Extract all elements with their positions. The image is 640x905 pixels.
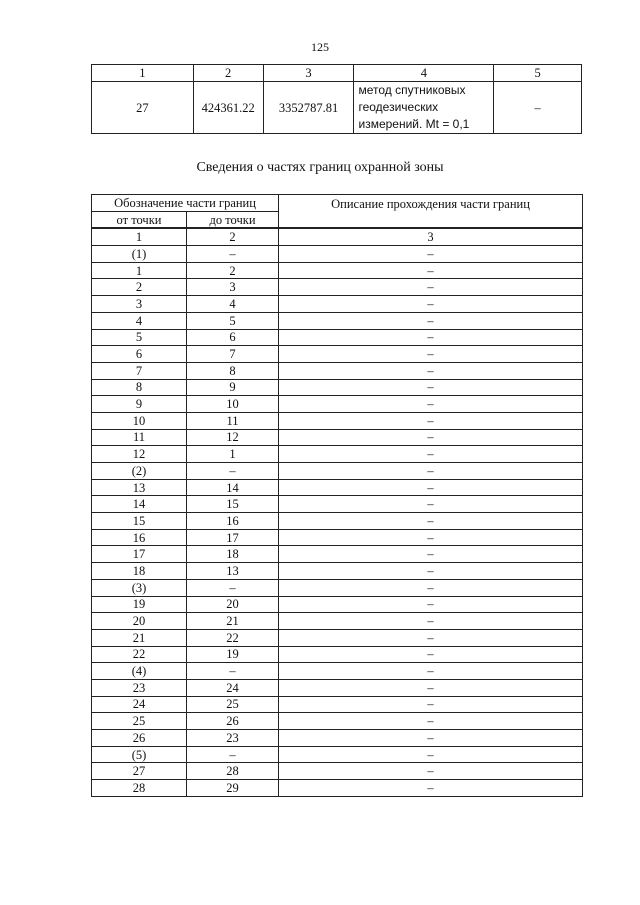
table-row	[92, 479, 583, 496]
coord-header-cell: 2	[193, 65, 263, 82]
coord-point-cell: 27	[92, 82, 194, 134]
description-cell: –	[279, 596, 583, 613]
from-point-cell: 24	[92, 696, 187, 713]
coord-header-cell: 3	[263, 65, 354, 82]
description-cell: –	[279, 312, 583, 329]
to-point-cell: –	[187, 746, 279, 763]
from-point-cell: 26	[92, 730, 187, 747]
to-point-cell: 7	[187, 346, 279, 363]
to-point-cell: 28	[187, 763, 279, 780]
description-cell: –	[279, 463, 583, 480]
header-from-point: от точки	[92, 211, 187, 228]
description-cell: –	[279, 730, 583, 747]
to-point-cell: 13	[187, 563, 279, 580]
page-number: 125	[311, 40, 329, 54]
table-row	[92, 696, 583, 713]
table-row	[92, 730, 583, 747]
to-point-cell: 5	[187, 312, 279, 329]
from-point-cell: 4	[92, 312, 187, 329]
coord-col5-cell: –	[494, 82, 582, 134]
table-row	[92, 496, 583, 513]
column-number: 2	[187, 228, 279, 245]
table-row	[92, 746, 583, 763]
description-cell: –	[279, 296, 583, 313]
to-point-cell: 21	[187, 613, 279, 630]
from-point-cell: 12	[92, 446, 187, 463]
from-point-cell: 10	[92, 412, 187, 429]
method-line: измерений. Mt = 0,1	[358, 117, 470, 131]
description-cell: –	[279, 262, 583, 279]
description-cell: –	[279, 613, 583, 630]
table-row	[92, 546, 583, 563]
from-point-cell: 5	[92, 329, 187, 346]
from-point-cell: 2	[92, 279, 187, 296]
table-row	[92, 596, 583, 613]
to-point-cell: 2	[187, 262, 279, 279]
description-cell: –	[279, 346, 583, 363]
to-point-cell: –	[187, 246, 279, 263]
from-point-cell: 6	[92, 346, 187, 363]
description-cell: –	[279, 379, 583, 396]
to-point-cell: 8	[187, 362, 279, 379]
coord-method-cell	[354, 82, 494, 134]
description-cell: –	[279, 412, 583, 429]
from-point-cell: (1)	[92, 246, 187, 263]
coord-x-cell: 424361.22	[193, 82, 263, 134]
coordinates-table	[91, 64, 582, 134]
table-row	[92, 329, 583, 346]
table-row	[92, 579, 583, 596]
description-cell: –	[279, 763, 583, 780]
to-point-cell: 4	[187, 296, 279, 313]
table-row	[92, 629, 583, 646]
table-row	[92, 446, 583, 463]
description-cell: –	[279, 429, 583, 446]
from-point-cell: 17	[92, 546, 187, 563]
from-point-cell: 7	[92, 362, 187, 379]
description-cell: –	[279, 362, 583, 379]
to-point-cell: 9	[187, 379, 279, 396]
table-row	[92, 679, 583, 696]
column-number-row	[92, 228, 583, 245]
description-cell: –	[279, 646, 583, 663]
description-cell: –	[279, 563, 583, 580]
to-point-cell: 14	[187, 479, 279, 496]
parts-header-row	[92, 195, 583, 212]
coord-header-cell: 4	[354, 65, 494, 82]
from-point-cell: 21	[92, 629, 187, 646]
to-point-cell: 22	[187, 629, 279, 646]
description-cell: –	[279, 329, 583, 346]
table-row	[92, 713, 583, 730]
from-point-cell: (2)	[92, 463, 187, 480]
header-boundary-part: Обозначение части границ	[92, 195, 279, 212]
to-point-cell: –	[187, 463, 279, 480]
coord-header-row	[92, 65, 582, 82]
from-point-cell: 16	[92, 529, 187, 546]
from-point-cell: 25	[92, 713, 187, 730]
table-row	[92, 663, 583, 680]
description-cell: –	[279, 546, 583, 563]
description-cell: –	[279, 513, 583, 530]
table-row	[92, 312, 583, 329]
to-point-cell: 15	[187, 496, 279, 513]
to-point-cell: 24	[187, 679, 279, 696]
to-point-cell: 10	[187, 396, 279, 413]
description-cell: –	[279, 446, 583, 463]
description-cell: –	[279, 746, 583, 763]
from-point-cell: 13	[92, 479, 187, 496]
from-point-cell: 9	[92, 396, 187, 413]
to-point-cell: 3	[187, 279, 279, 296]
description-cell: –	[279, 279, 583, 296]
description-cell: –	[279, 663, 583, 680]
from-point-cell: 20	[92, 613, 187, 630]
to-point-cell: 17	[187, 529, 279, 546]
to-point-cell: 26	[187, 713, 279, 730]
table-row	[92, 362, 583, 379]
from-point-cell: 19	[92, 596, 187, 613]
to-point-cell: 23	[187, 730, 279, 747]
method-line: метод спутниковых	[358, 83, 466, 97]
table-row	[92, 246, 583, 263]
description-cell: –	[279, 679, 583, 696]
table-row	[92, 346, 583, 363]
from-point-cell: 18	[92, 563, 187, 580]
coord-y-cell: 3352787.81	[263, 82, 354, 134]
description-cell: –	[279, 479, 583, 496]
table-row	[92, 279, 583, 296]
from-point-cell: (3)	[92, 579, 187, 596]
from-point-cell: 22	[92, 646, 187, 663]
table-row	[92, 513, 583, 530]
table-row	[92, 262, 583, 279]
from-point-cell: 15	[92, 513, 187, 530]
description-cell: –	[279, 529, 583, 546]
table-row	[92, 396, 583, 413]
from-point-cell: 8	[92, 379, 187, 396]
to-point-cell: 1	[187, 446, 279, 463]
description-cell: –	[279, 629, 583, 646]
table-row	[92, 463, 583, 480]
coord-header-cell: 5	[494, 65, 582, 82]
from-point-cell: (4)	[92, 663, 187, 680]
to-point-cell: 18	[187, 546, 279, 563]
table-row	[92, 763, 583, 780]
coord-data-row	[92, 82, 582, 134]
description-cell: –	[279, 496, 583, 513]
from-point-cell: 3	[92, 296, 187, 313]
table-row	[92, 379, 583, 396]
table-row	[92, 296, 583, 313]
table-row	[92, 613, 583, 630]
column-number: 1	[92, 228, 187, 245]
header-to-point: до точки	[187, 211, 279, 228]
to-point-cell: 16	[187, 513, 279, 530]
table-row	[92, 429, 583, 446]
to-point-cell: 19	[187, 646, 279, 663]
description-cell: –	[279, 396, 583, 413]
table-row	[92, 563, 583, 580]
to-point-cell: 29	[187, 780, 279, 797]
boundary-parts-table	[91, 194, 583, 797]
to-point-cell: 6	[187, 329, 279, 346]
to-point-cell: –	[187, 579, 279, 596]
description-cell: –	[279, 246, 583, 263]
from-point-cell: 14	[92, 496, 187, 513]
to-point-cell: 12	[187, 429, 279, 446]
table-row	[92, 529, 583, 546]
from-point-cell: 27	[92, 763, 187, 780]
to-point-cell: –	[187, 663, 279, 680]
column-number: 3	[279, 228, 583, 245]
to-point-cell: 11	[187, 412, 279, 429]
from-point-cell: (5)	[92, 746, 187, 763]
from-point-cell: 11	[92, 429, 187, 446]
from-point-cell: 1	[92, 262, 187, 279]
description-cell: –	[279, 579, 583, 596]
table-row	[92, 780, 583, 797]
table-row	[92, 412, 583, 429]
table-row	[92, 646, 583, 663]
to-point-cell: 20	[187, 596, 279, 613]
from-point-cell: 23	[92, 679, 187, 696]
from-point-cell: 28	[92, 780, 187, 797]
to-point-cell: 25	[187, 696, 279, 713]
description-cell: –	[279, 780, 583, 797]
coord-header-cell: 1	[92, 65, 194, 82]
method-line: геодезических	[358, 100, 439, 114]
description-cell: –	[279, 696, 583, 713]
header-description: Описание прохождения части границ	[279, 195, 583, 229]
section-title: Сведения о частях границ охранной зоны	[196, 160, 444, 175]
description-cell: –	[279, 713, 583, 730]
